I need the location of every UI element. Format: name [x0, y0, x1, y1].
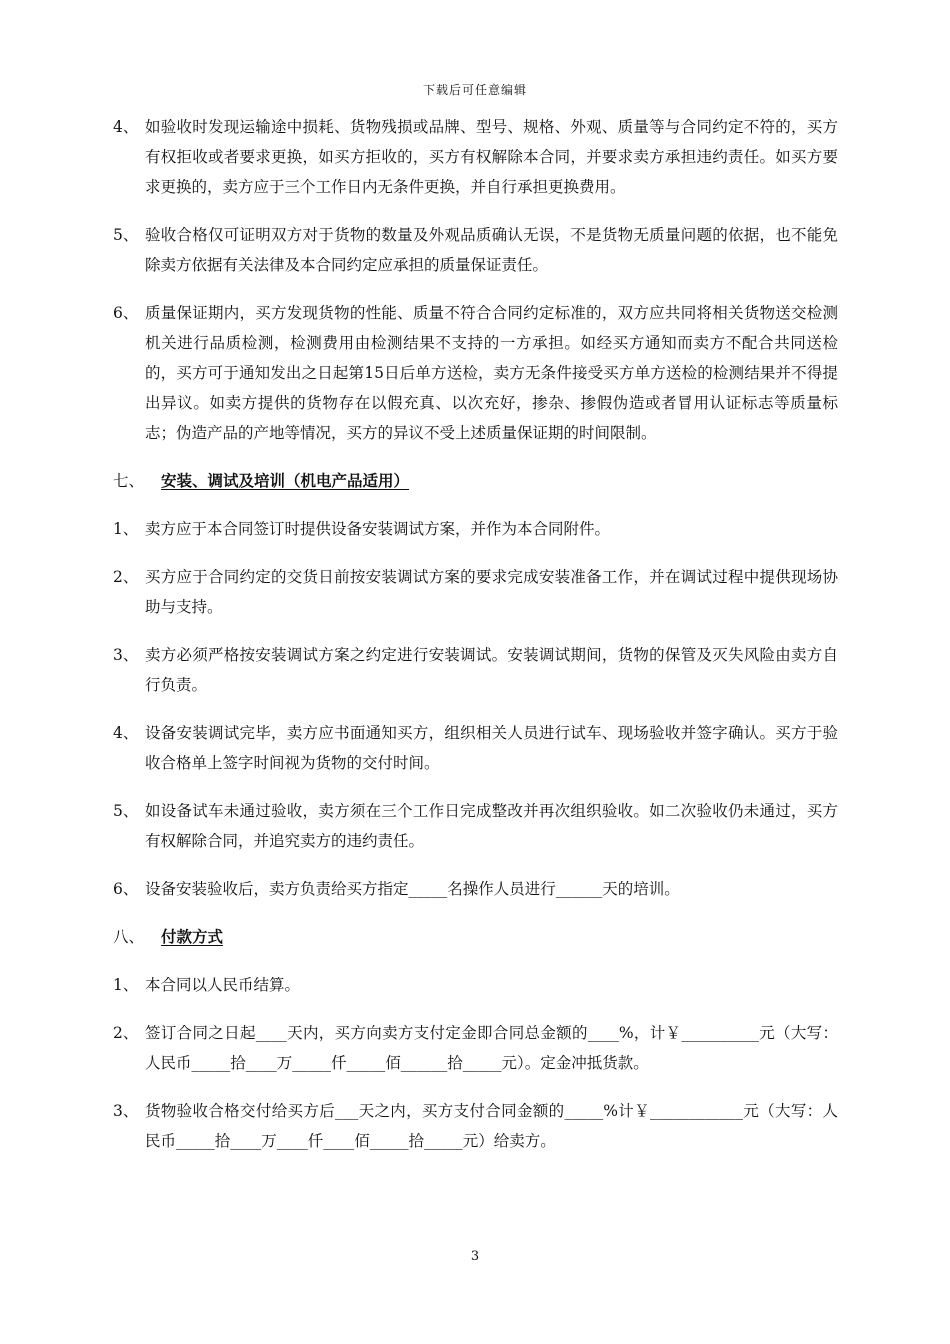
clause-7-5 [113, 796, 838, 856]
clause-text: 质量保证期内，买方发现货物的性能、质量不符合合同约定标准的，双方应共同将相关货物送交检测机关进行品质检测，检测费用由检测结果不支持的一方承担。如经买方通知而卖方不配合共同送检的，买方可于通知发出之日起第15日后单方送检，卖方无条件接受买方单方送检的检测结果并不得提出异议。如卖方提供的货物存在以假充真、以次充好，掺杂、掺假伪造或者冒用认证标志等质量标志；伪造产品的产地等情况，买方的异议不受上述质量保证期的时间限制。 [145, 304, 838, 442]
clause-7-6 [113, 874, 838, 904]
clause-6-5 [113, 220, 838, 280]
clause-text: 本合同以人民币结算。 [145, 976, 301, 994]
clause-7-4 [113, 718, 838, 778]
section-number: 八、 [113, 928, 145, 946]
clause-6-6 [113, 298, 838, 448]
clause-text: 货物验收合格交付给买方后___天之内，买方支付合同金额的_____%计￥____________元（大写：人民币_____拾____万____仟____佰_____拾_____元）给卖方。 [145, 1102, 838, 1150]
section-number: 七、 [113, 472, 145, 490]
clause-7-2 [113, 562, 838, 622]
section-title: 付款方式 [161, 927, 224, 946]
clause-text: 如设备试车未通过验收，卖方须在三个工作日完成整改并再次组织验收。如二次验收仍未通过，买方有权解除合同，并追究卖方的违约责任。 [145, 802, 838, 850]
clause-text: 设备安装调试完毕，卖方应书面通知买方，组织相关人员进行试车、现场验收并签字确认。买方于验收合格单上签字时间视为货物的交付时间。 [145, 724, 838, 772]
clause-number: 5、 [113, 226, 139, 244]
clause-number: 6、 [113, 880, 139, 898]
document-body [113, 112, 838, 1174]
clause-number: 4、 [113, 118, 139, 136]
clause-8-1 [113, 970, 838, 1000]
clause-text: 验收合格仅可证明双方对于货物的数量及外观品质确认无误，不是货物无质量问题的依据，也不能免除卖方依据有关法律及本合同约定应承担的质量保证责任。 [145, 226, 838, 274]
clause-number: 4、 [113, 724, 139, 742]
clause-text: 买方应于合同约定的交货日前按安装调试方案的要求完成安装准备工作，并在调试过程中提供现场协助与支持。 [145, 568, 838, 616]
clause-7-1 [113, 514, 838, 544]
clause-number: 2、 [113, 568, 139, 586]
clause-number: 3、 [113, 646, 139, 664]
clause-text: 设备安装验收后，卖方负责给买方指定_____名操作人员进行______天的培训。 [145, 880, 680, 898]
section-title: 安装、调试及培训（机电产品适用） [161, 471, 410, 490]
clause-number: 1、 [113, 976, 139, 994]
clause-number: 6、 [113, 304, 139, 322]
clause-8-2 [113, 1018, 838, 1078]
clause-number: 5、 [113, 802, 139, 820]
section-8-heading [113, 922, 838, 952]
section-7-heading [113, 466, 838, 496]
clause-number: 1、 [113, 520, 139, 538]
clause-6-4 [113, 112, 838, 202]
clause-number: 3、 [113, 1102, 139, 1120]
clause-text: 如验收时发现运输途中损耗、货物残损或品牌、型号、规格、外观、质量等与合同约定不符的，买方有权拒收或者要求更换，如买方拒收的，买方有权解除本合同，并要求卖方承担违约责任。如买方要求更换的，卖方应于三个工作日内无条件更换，并自行承担更换费用。 [145, 118, 838, 196]
clause-text: 卖方应于本合同签订时提供设备安装调试方案，并作为本合同附件。 [145, 520, 611, 538]
clause-8-3 [113, 1096, 838, 1156]
page-header: 下载后可任意编辑 [422, 83, 527, 97]
clause-text: 卖方必须严格按安装调试方案之约定进行安装调试。安装调试期间，货物的保管及灭失风险由卖方自行负责。 [145, 646, 838, 694]
clause-7-3 [113, 640, 838, 700]
clause-number: 2、 [113, 1024, 139, 1042]
page-number: 3 [470, 1249, 480, 1264]
clause-text: 签订合同之日起____天内，买方向卖方支付定金即合同总金额的____%，计￥__________元（大写：人民币_____拾____万_____仟_____佰______拾_____元）。定金冲抵货款。 [145, 1024, 838, 1072]
